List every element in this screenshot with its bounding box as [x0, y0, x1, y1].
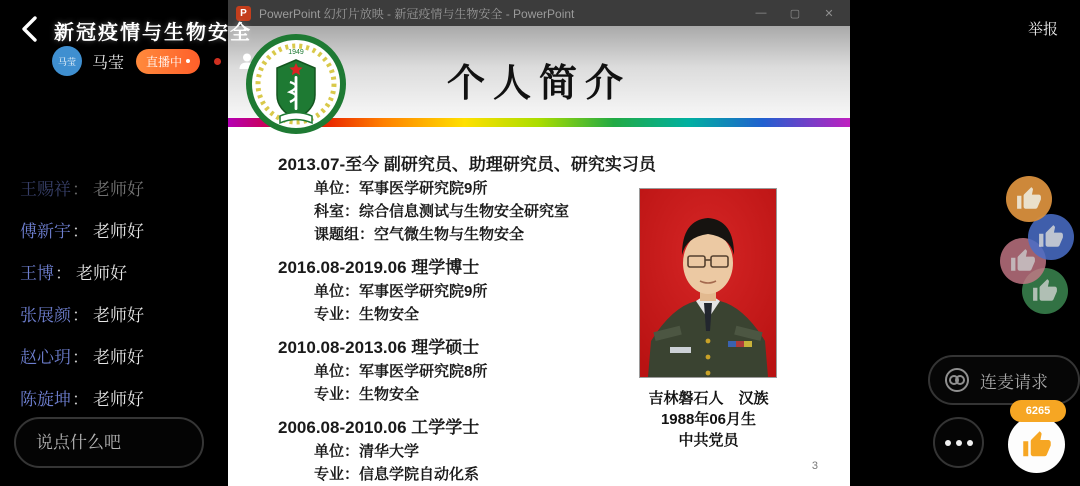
slide-title: 个人简介 — [446, 63, 631, 105]
caption-line-origin: 吉林磐石人 汉族 — [648, 390, 769, 407]
live-indicator-icon — [186, 59, 190, 63]
cv-line: 单位：军事医学研究院9所 — [314, 283, 488, 300]
academy-logo-icon — [246, 34, 346, 134]
mic-request-label: 连麦请求 — [980, 372, 1048, 392]
dot-icon — [945, 440, 951, 446]
powerpoint-titlebar — [228, 0, 850, 26]
like-button[interactable] — [1008, 416, 1065, 473]
like-bubble-thumb-icon — [1006, 176, 1052, 222]
minimize-button[interactable]: — — [755, 7, 767, 19]
chat-separator: ： — [72, 306, 89, 325]
host-name: 马莹 — [92, 54, 125, 72]
cv-line: 科室：综合信息测试与生物安全研究室 — [314, 203, 570, 220]
powerpoint-window — [228, 0, 850, 486]
chat-separator: ： — [72, 222, 89, 241]
live-badge[interactable] — [136, 49, 200, 74]
close-button[interactable]: ✕ — [824, 7, 834, 20]
chat-input[interactable] — [36, 433, 186, 453]
report-button[interactable]: 举报 — [1027, 21, 1058, 38]
cv-line: 专业：信息学院自动化系 — [314, 466, 480, 483]
chat-message — [20, 343, 230, 368]
cv-section-current — [278, 152, 658, 246]
chat-message — [20, 385, 230, 410]
logo-year-text: 1949 — [288, 49, 304, 56]
cv-section-bachelor — [278, 415, 658, 486]
dot-icon — [967, 440, 973, 446]
cv-line: 单位：军事医学研究院8所 — [314, 363, 488, 380]
notification-dot — [214, 58, 221, 65]
cv-heading: 2006.08-2010.06 工学学士 — [278, 418, 480, 437]
like-count-badge: 6265 — [1010, 400, 1066, 422]
id-photo-figure — [640, 189, 776, 377]
chat-message — [20, 301, 230, 326]
chat-user-name[interactable]: 陈旋坤 — [20, 390, 71, 409]
chat-text: 老师好 — [93, 306, 144, 325]
chat-list — [20, 175, 230, 410]
chat-separator: ： — [72, 180, 89, 199]
cv-line: 单位：清华大学 — [314, 443, 420, 460]
link-icon — [944, 367, 970, 393]
maximize-button[interactable]: ▢ — [789, 7, 801, 20]
slide-page-number: 3 — [811, 460, 818, 472]
back-button[interactable] — [16, 14, 44, 44]
cv-line: 专业：生物安全 — [314, 386, 420, 403]
chat-user-name[interactable]: 张展颜 — [20, 306, 71, 325]
slide — [228, 26, 850, 486]
chat-text: 老师好 — [93, 222, 144, 241]
mic-request-button[interactable] — [928, 355, 1080, 405]
cv-section-master — [278, 335, 658, 406]
cv-section-phd — [278, 255, 658, 326]
photo-caption — [626, 388, 791, 451]
cv-heading: 2013.07-至今 副研究员、助理研究员、研究实习员 — [278, 155, 656, 174]
chat-user-name[interactable]: 傅新宇 — [20, 222, 71, 241]
chat-separator: ： — [55, 264, 72, 283]
thumb-up-icon — [1022, 430, 1052, 460]
caption-line-birth: 1988年06月生 — [660, 411, 757, 428]
chat-text: 老师好 — [93, 348, 144, 367]
host-avatar[interactable]: 马莹 — [52, 46, 82, 76]
caption-line-party: 中共党员 — [678, 432, 739, 449]
dot-icon — [956, 440, 962, 446]
live-badge-label: 直播中 — [146, 54, 183, 69]
powerpoint-app-icon: P — [236, 6, 251, 21]
chat-user-name[interactable]: 王博 — [20, 264, 54, 283]
chat-message — [20, 175, 230, 200]
cv-line: 专业：生物安全 — [314, 306, 420, 323]
cv-heading: 2010.08-2013.06 理学硕士 — [278, 338, 480, 357]
cv-line: 课题组：空气微生物与生物安全 — [314, 226, 525, 243]
cv-line: 单位：军事医学研究院9所 — [314, 180, 488, 197]
cv-heading: 2016.08-2019.06 理学博士 — [278, 258, 480, 277]
chat-text: 老师好 — [76, 264, 127, 283]
back-chevron-icon — [16, 14, 44, 44]
window-title: PowerPoint 幻灯片放映 - 新冠疫情与生物安全 - PowerPoint — [259, 6, 575, 21]
cv-text-column — [278, 152, 658, 486]
chat-separator: ： — [72, 348, 89, 367]
chat-input-container[interactable] — [14, 417, 204, 468]
stream-title: 新冠疫情与生物安全 — [54, 22, 252, 44]
more-options-button[interactable] — [933, 417, 984, 468]
chat-separator: ： — [72, 390, 89, 409]
chat-message — [20, 259, 230, 284]
chat-text: 老师好 — [93, 180, 144, 199]
host-row[interactable] — [52, 46, 257, 76]
chat-text: 老师好 — [93, 390, 144, 409]
chat-user-name[interactable]: 赵心玥 — [20, 348, 71, 367]
chat-user-name[interactable]: 王赐祥 — [20, 180, 71, 199]
id-photo — [640, 189, 776, 377]
chat-message — [20, 217, 230, 242]
